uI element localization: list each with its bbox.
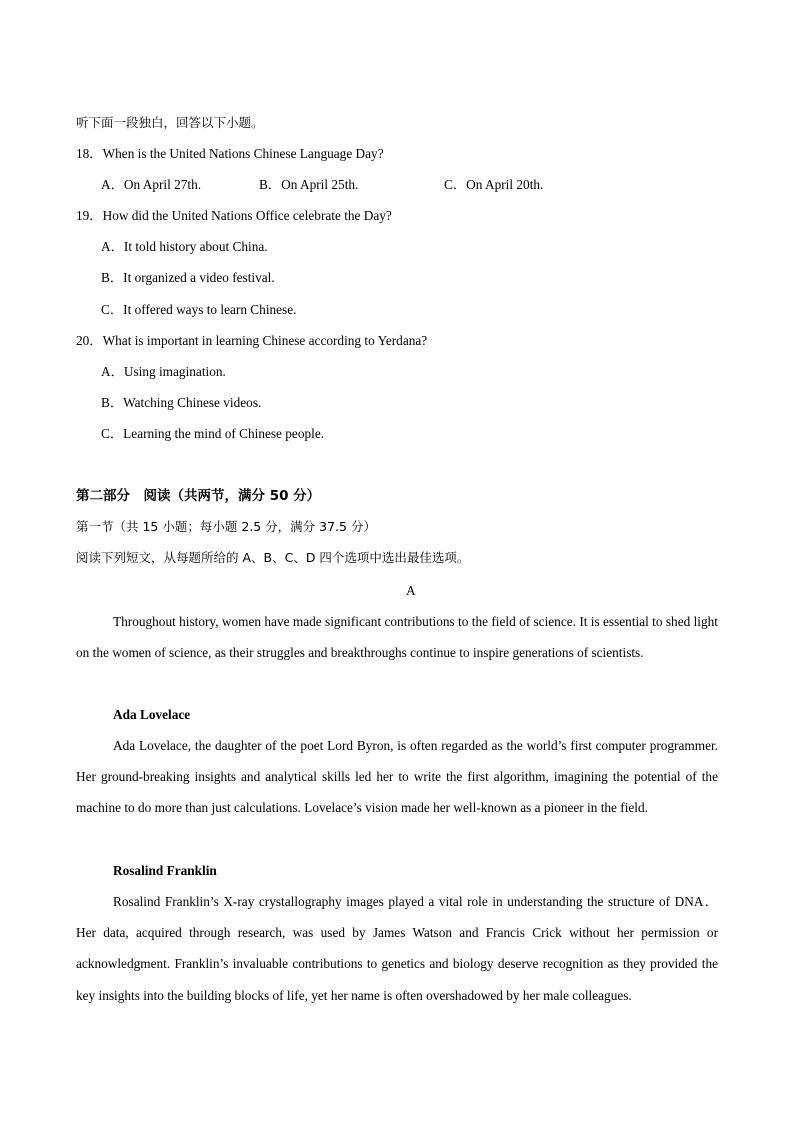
paragraph-ada-lovelace: Ada Lovelace, the daughter of the poet Lord Byron, is often regarded as the world’s first computer programmer. Her ground-breaking insights and analytical skills led her to write the first algorithm, imagining the potential of the machine to do more than just calculations. Lovelace’s vision made her well-known as a pioneer in the field. [76,738,718,816]
question-20-option-b: B．Watching Chinese videos. [101,395,262,410]
intro-paragraph: Throughout history, women have made significant contributions to the field of science. It is essential to shed light on the women of science, as their struggles and breakthroughs continue to inspire generations of scientists. [76,614,718,661]
question-19-option-b: B．It organized a video festival. [101,270,275,285]
heading-ada-lovelace: Ada Lovelace [113,707,191,722]
paragraph-rosalind-franklin: Rosalind Franklin’s X-ray crystallography images played a vital role in understanding the structure of DNA．Her data, acquired through research, was used by James Watson and Francis Crick without her permission or acknowledgment. Franklin’s invaluable contributions to genetics and biology deserve recognition as they provided the key insights into the building blocks of life, yet her name is often overshadowed by her male colleagues. [76,894,718,1003]
part-two-title: 第二部分 阅读（共两节，满分 50 分） [76,488,321,504]
passage-label: A [406,583,416,598]
question-18-option-a: A．On April 27th. [101,177,202,192]
heading-rosalind-franklin: Rosalind Franklin [113,863,217,878]
question-20-option-a: A．Using imagination. [101,364,226,379]
question-18-option-b: B．On April 25th. [259,177,359,192]
section-one-title: 第一节（共 15 小题；每小题 2.5 分，满分 37.5 分） [76,519,376,534]
question-20-stem: 20．What is important in learning Chinese according to Yerdana? [76,333,428,348]
listening-intro: 听下面一段独白，回答以下小题。 [76,115,264,130]
question-19-stem: 19．How did the United Nations Office celebrate the Day? [76,208,392,223]
question-18-stem: 18．When is the United Nations Chinese Language Day? [76,146,384,161]
question-18-option-c: C．On April 20th. [444,177,544,192]
question-19-option-a: A．It told history about China. [101,239,268,254]
question-20-option-c: C．Learning the mind of Chinese people. [101,426,325,441]
reading-instructions: 阅读下列短文，从每题所给的 A、B、C、D 四个选项中选出最佳选项。 [76,550,470,565]
question-19-option-c: C．It offered ways to learn Chinese. [101,302,297,317]
